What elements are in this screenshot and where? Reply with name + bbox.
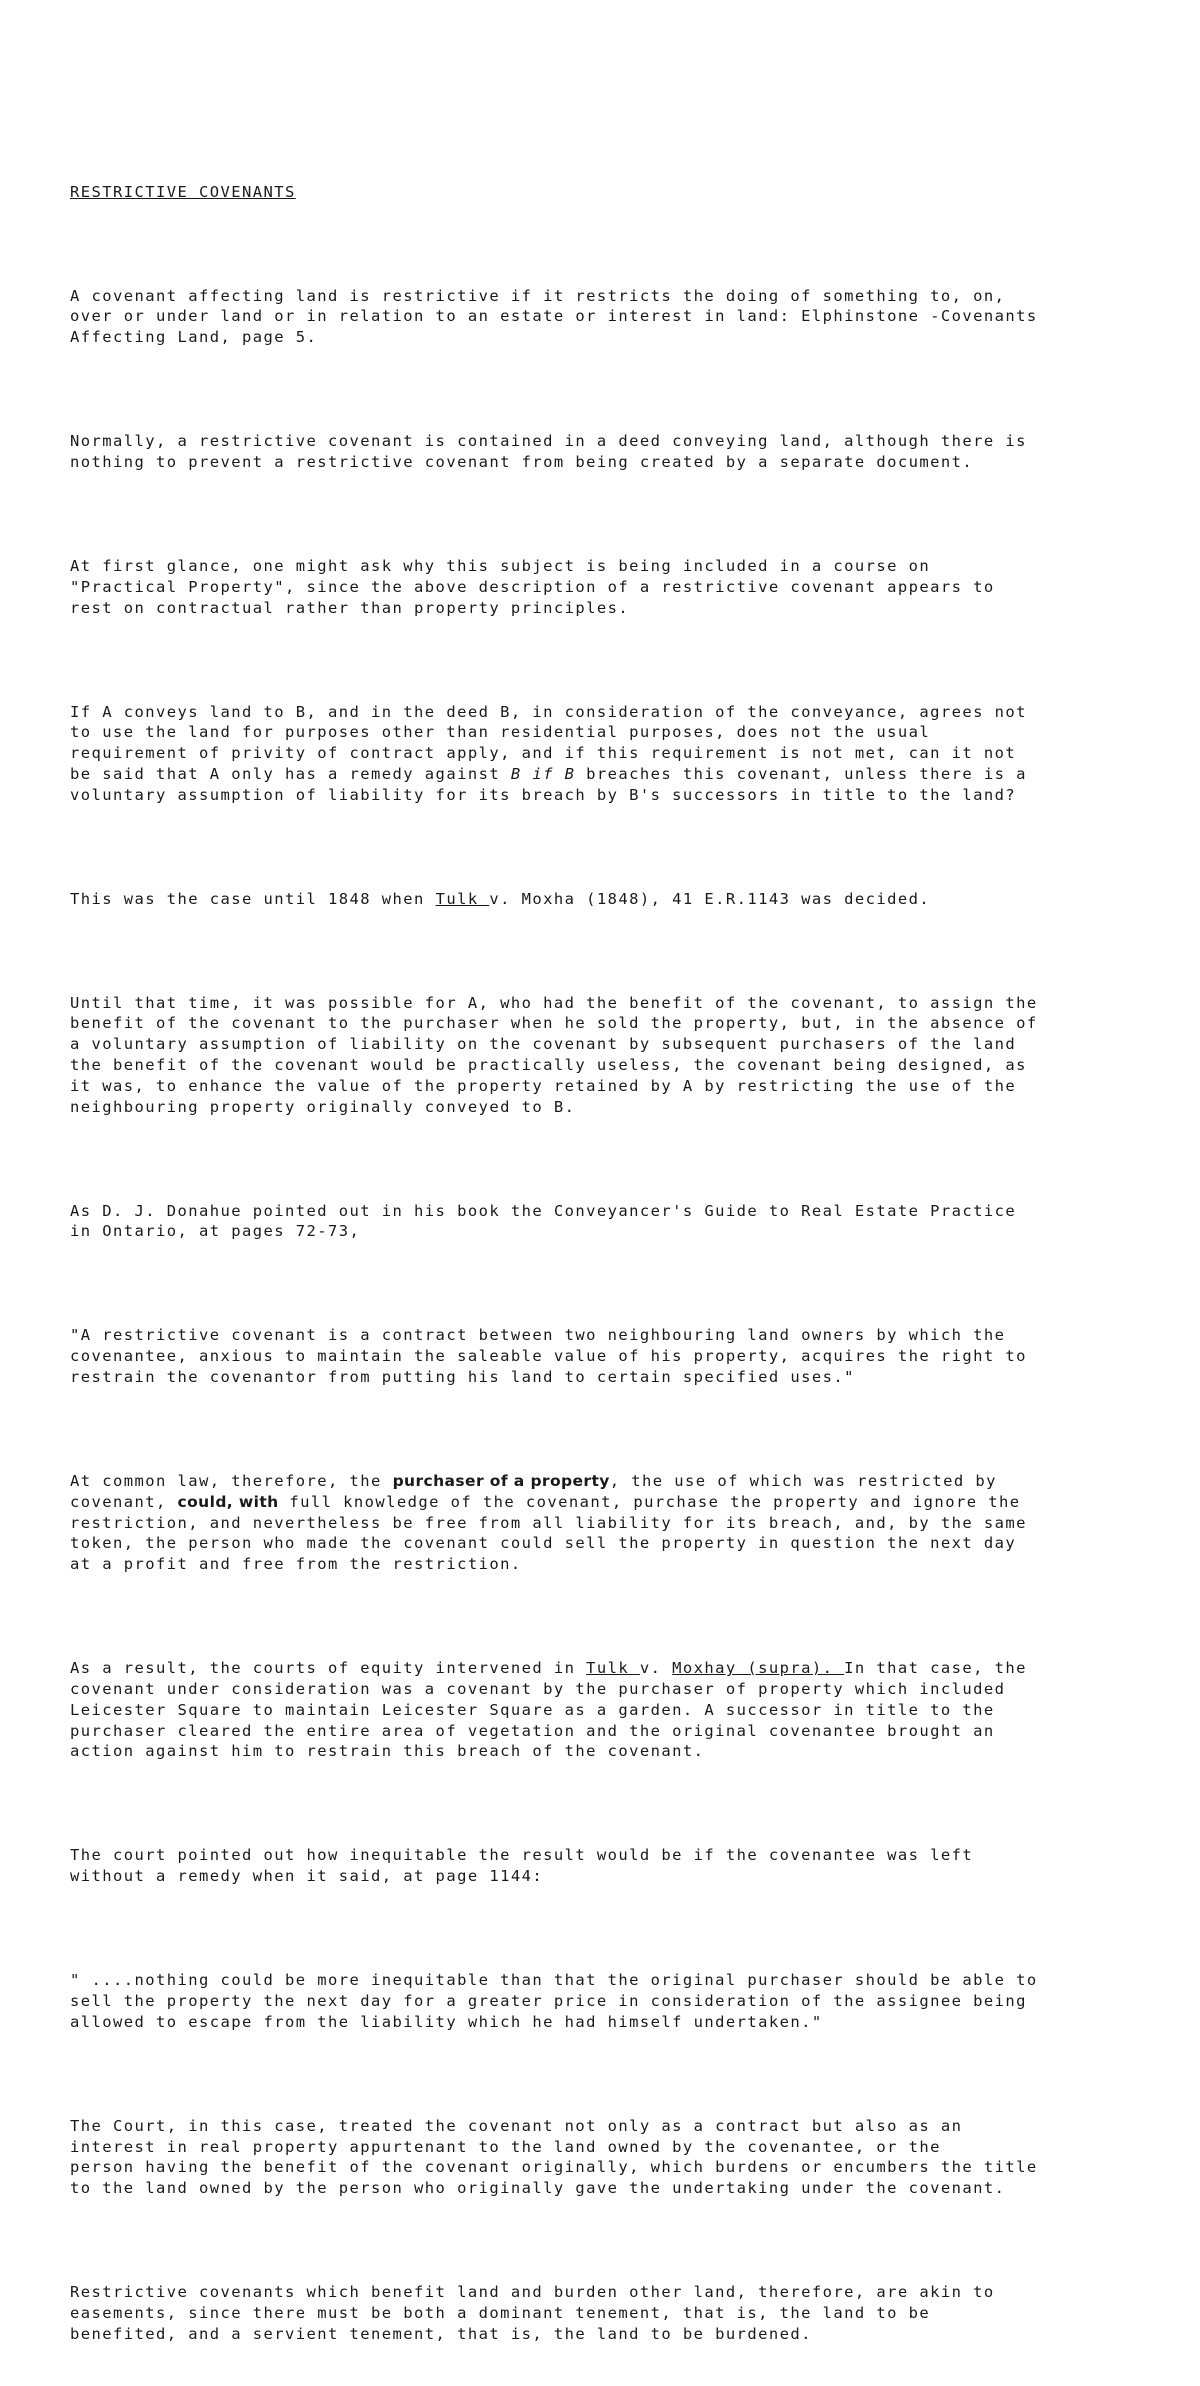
paragraph-common-law bbox=[70, 1471, 1150, 1575]
text-line: restriction, and nevertheless be free from all liability for its breach, and, by the same bbox=[70, 1513, 1027, 1532]
text-run: breaches this covenant, unless there is a bbox=[575, 764, 1027, 783]
text-line: If A conveys land to B, and in the deed B, in consideration of the conveyance, agrees not bbox=[70, 702, 1027, 721]
text-line: a voluntary assumption of liability on the covenant by subsequent purchasers of the land bbox=[70, 1035, 1017, 1054]
text-line: Affecting Land, page 5. bbox=[70, 328, 318, 347]
text-run: At common law, therefore, the bbox=[70, 1472, 393, 1490]
text-line: purchaser cleared the entire area of vegetation and the original covenantee brought an bbox=[70, 1721, 995, 1740]
italic-text: B if B bbox=[510, 764, 576, 783]
text-line: at a profit and free from the restriction. bbox=[70, 1555, 522, 1574]
text-run: v. bbox=[639, 1659, 673, 1678]
text-line: Leicester Square to maintain Leicester Square as a garden. A successor in title to the bbox=[70, 1700, 995, 1719]
text-line: the benefit of the covenant would be practically useless, the covenant being designed, as bbox=[70, 1056, 1027, 1075]
text-line: The Court, in this case, treated the covenant not only as a contract but also as an bbox=[70, 2116, 963, 2135]
text-run: covenant, bbox=[70, 1492, 178, 1511]
paragraph-quote-inequitable bbox=[70, 1970, 1150, 2032]
text-run: full knowledge of the covenant, purchase the property and ignore the bbox=[278, 1492, 1021, 1511]
text-run: In that case, the bbox=[844, 1659, 1027, 1678]
text-line: "A restrictive covenant is a contract between two neighbouring land owners by which the bbox=[70, 1326, 1006, 1345]
paragraph-first-glance bbox=[70, 556, 1150, 618]
bold-text: could, with bbox=[177, 1492, 279, 1511]
text-line: neighbouring property originally conveyed to B. bbox=[70, 1097, 576, 1116]
text-line: in Ontario, at pages 72-73, bbox=[70, 1222, 361, 1241]
paragraph-donahue bbox=[70, 1201, 1150, 1243]
text-line: " ....nothing could be more inequitable than that the original purchaser should be able to bbox=[70, 1971, 1038, 1990]
paragraph-definition bbox=[70, 286, 1150, 348]
paragraph-quote-definition bbox=[70, 1325, 1150, 1387]
case-name-moxhay: Moxhay (supra). bbox=[672, 1659, 845, 1678]
paragraph-easements bbox=[70, 2282, 1150, 2344]
paragraph-deed bbox=[70, 431, 1150, 473]
case-name-tulk: Tulk bbox=[435, 889, 490, 908]
case-name-tulk: Tulk bbox=[586, 1659, 640, 1678]
text-line: over or under land or in relation to an estate or interest in land: Elphinstone -Covenants bbox=[70, 307, 1038, 326]
text-line: As D. J. Donahue pointed out in his book the Conveyancer's Guide to Real Estate Practice bbox=[70, 1201, 1017, 1220]
bold-text: purchaser of a property bbox=[392, 1472, 610, 1490]
text-line: "Practical Property", since the above description of a restrictive covenant appears to bbox=[70, 577, 995, 596]
text-line: allowed to escape from the liability which he had himself undertaken." bbox=[70, 2012, 823, 2031]
text-line: benefit of the covenant to the purchaser when he sold the property, but, in the absence of bbox=[70, 1014, 1038, 1033]
document-page bbox=[70, 140, 1150, 2386]
text-line: sell the property the next day for a greater price in consideration of the assignee being bbox=[70, 1991, 1027, 2010]
text-line bbox=[70, 1472, 997, 1490]
text-line: restrain the covenantor from putting his land to certain specified uses." bbox=[70, 1368, 855, 1387]
document-title: RESTRICTIVE COVENANTS bbox=[70, 182, 296, 201]
text-line: person having the benefit of the covenant originally, which burdens or encumbers the title bbox=[70, 2158, 1038, 2177]
text-line: without a remedy when it said, at page 1144: bbox=[70, 1867, 544, 1886]
text-line: covenant under consideration was a covenant by the purchaser of property which included bbox=[70, 1679, 1006, 1698]
text-line: benefited, and a servient tenement, that is, the land to be burdened. bbox=[70, 2324, 812, 2343]
text-line: voluntary assumption of liability for its breach by B's successors in title to the land? bbox=[70, 785, 1017, 804]
text-line: requirement of privity of contract apply, and if this requirement is not met, can it not bbox=[70, 744, 1017, 763]
text-line: action against him to restrain this breach of the covenant. bbox=[70, 1742, 705, 1761]
text-line bbox=[70, 1493, 1020, 1511]
text-run: v. Moxha (1848), 41 E.R.1143 was decided. bbox=[489, 889, 931, 908]
text-run: , the use of which was restricted by bbox=[609, 1472, 997, 1490]
text-line: Normally, a restrictive covenant is contained in a deed conveying land, although there is bbox=[70, 432, 1027, 451]
text-line bbox=[70, 765, 1027, 783]
text-line: covenantee, anxious to maintain the saleable value of his property, acquires the right to bbox=[70, 1347, 1027, 1366]
paragraph-until-that-time bbox=[70, 993, 1150, 1118]
text-line: it was, to enhance the value of the property retained by A by restricting the use of the bbox=[70, 1076, 1017, 1095]
text-line: interest in real property appurtenant to the land owned by the covenantee, or the bbox=[70, 2137, 941, 2156]
text-line: rest on contractual rather than property principles. bbox=[70, 598, 630, 617]
text-line bbox=[70, 1659, 1027, 1677]
paragraph-example bbox=[70, 702, 1150, 806]
text-line: Until that time, it was possible for A, who had the benefit of the covenant, to assign the bbox=[70, 993, 1038, 1012]
text-line: A covenant affecting land is restrictive if it restricts the doing of something to, on, bbox=[70, 286, 1006, 305]
paragraph-case-date bbox=[70, 889, 1150, 910]
text-line: The court pointed out how inequitable the result would be if the covenantee was left bbox=[70, 1846, 974, 1865]
text-run: be said that A only has a remedy against bbox=[70, 764, 511, 783]
text-line: token, the person who made the covenant could sell the property in question the next day bbox=[70, 1534, 1017, 1553]
text-line: nothing to prevent a restrictive covenant from being created by a separate document. bbox=[70, 452, 974, 471]
text-run: This was the case until 1848 when bbox=[70, 889, 436, 908]
text-line: to the land owned by the person who originally gave the undertaking under the covenant. bbox=[70, 2179, 1006, 2198]
text-line: easements, since there must be both a dominant tenement, that is, the land to be bbox=[70, 2303, 931, 2322]
text-line: to use the land for purposes other than residential purposes, does not the usual bbox=[70, 723, 931, 742]
text-line: At first glance, one might ask why this subject is being included in a course on bbox=[70, 556, 931, 575]
paragraph-court-pointed bbox=[70, 1845, 1150, 1887]
text-line: Restrictive covenants which benefit land and burden other land, therefore, are akin to bbox=[70, 2283, 995, 2302]
paragraph-court-treated bbox=[70, 2116, 1150, 2199]
text-run: As a result, the courts of equity intervened in bbox=[70, 1659, 587, 1678]
paragraph-equity bbox=[70, 1658, 1150, 1762]
